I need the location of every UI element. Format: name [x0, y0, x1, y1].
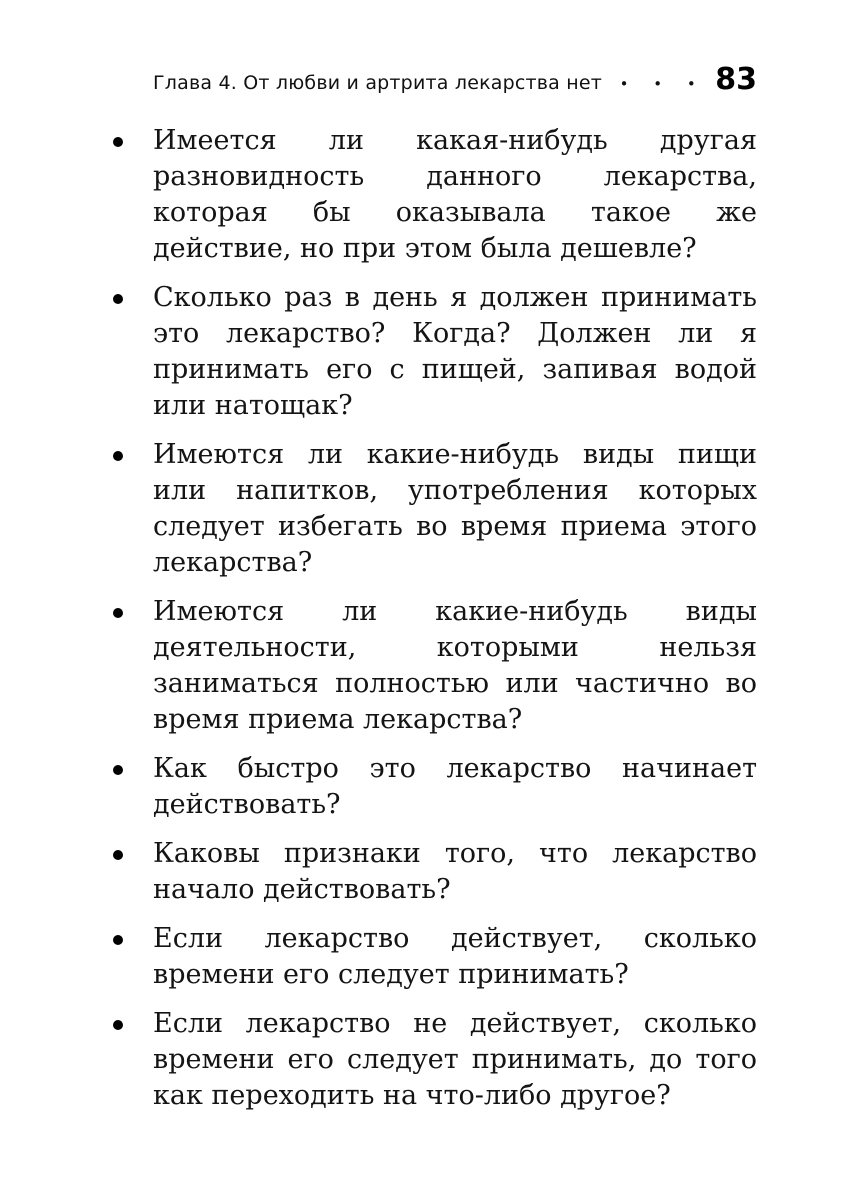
list-item — [113, 123, 757, 267]
list-item — [113, 751, 757, 823]
bullet-marker — [113, 294, 123, 304]
bullet-marker — [113, 850, 123, 860]
bullet-marker — [113, 608, 123, 618]
page-header — [153, 62, 757, 97]
chapter-title: Глава 4. От любви и артрита лекарства нет — [153, 72, 603, 94]
bullet-marker — [113, 1020, 123, 1030]
list-item — [113, 836, 757, 908]
bullet-marker — [113, 451, 123, 461]
list-item — [113, 1006, 757, 1114]
question-text: Имеются ли какие-нибудь виды пищи или напитков, употребления которых следует избегать во время приема этого лекарства? — [153, 439, 757, 578]
bullet-marker — [113, 935, 123, 945]
question-text: Если лекарство не действует, сколько времени его следует принимать, до того как переходить на что-либо другое? — [153, 1008, 757, 1111]
bullet-marker — [113, 137, 123, 147]
bullet-marker — [113, 765, 123, 775]
question-list — [113, 123, 757, 1114]
list-item — [113, 594, 757, 738]
list-item — [113, 437, 757, 581]
question-text: Как быстро это лекарство начинает действовать? — [153, 753, 757, 820]
list-item — [113, 280, 757, 424]
question-text: Если лекарство действует, сколько времени его следует принимать? — [153, 923, 757, 990]
question-text: Имеется ли какая-нибудь другая разновидность данного лекарства, которая бы оказывала такое же действие, но при этом была дешевле? — [153, 125, 757, 264]
question-text: Имеются ли какие-нибудь виды деятельности, которыми нельзя заниматься полностью или частично во время приема лекарства? — [153, 596, 757, 735]
header-separator-dots: • • • — [619, 75, 698, 93]
question-text: Каковы признаки того, что лекарство начало действовать? — [153, 838, 757, 905]
question-text: Сколько раз в день я должен принимать это лекарство? Когда? Должен ли я принимать его с пищей, запивая водой или натощак? — [153, 282, 757, 421]
list-item — [113, 921, 757, 993]
page-number: 83 — [715, 62, 757, 97]
